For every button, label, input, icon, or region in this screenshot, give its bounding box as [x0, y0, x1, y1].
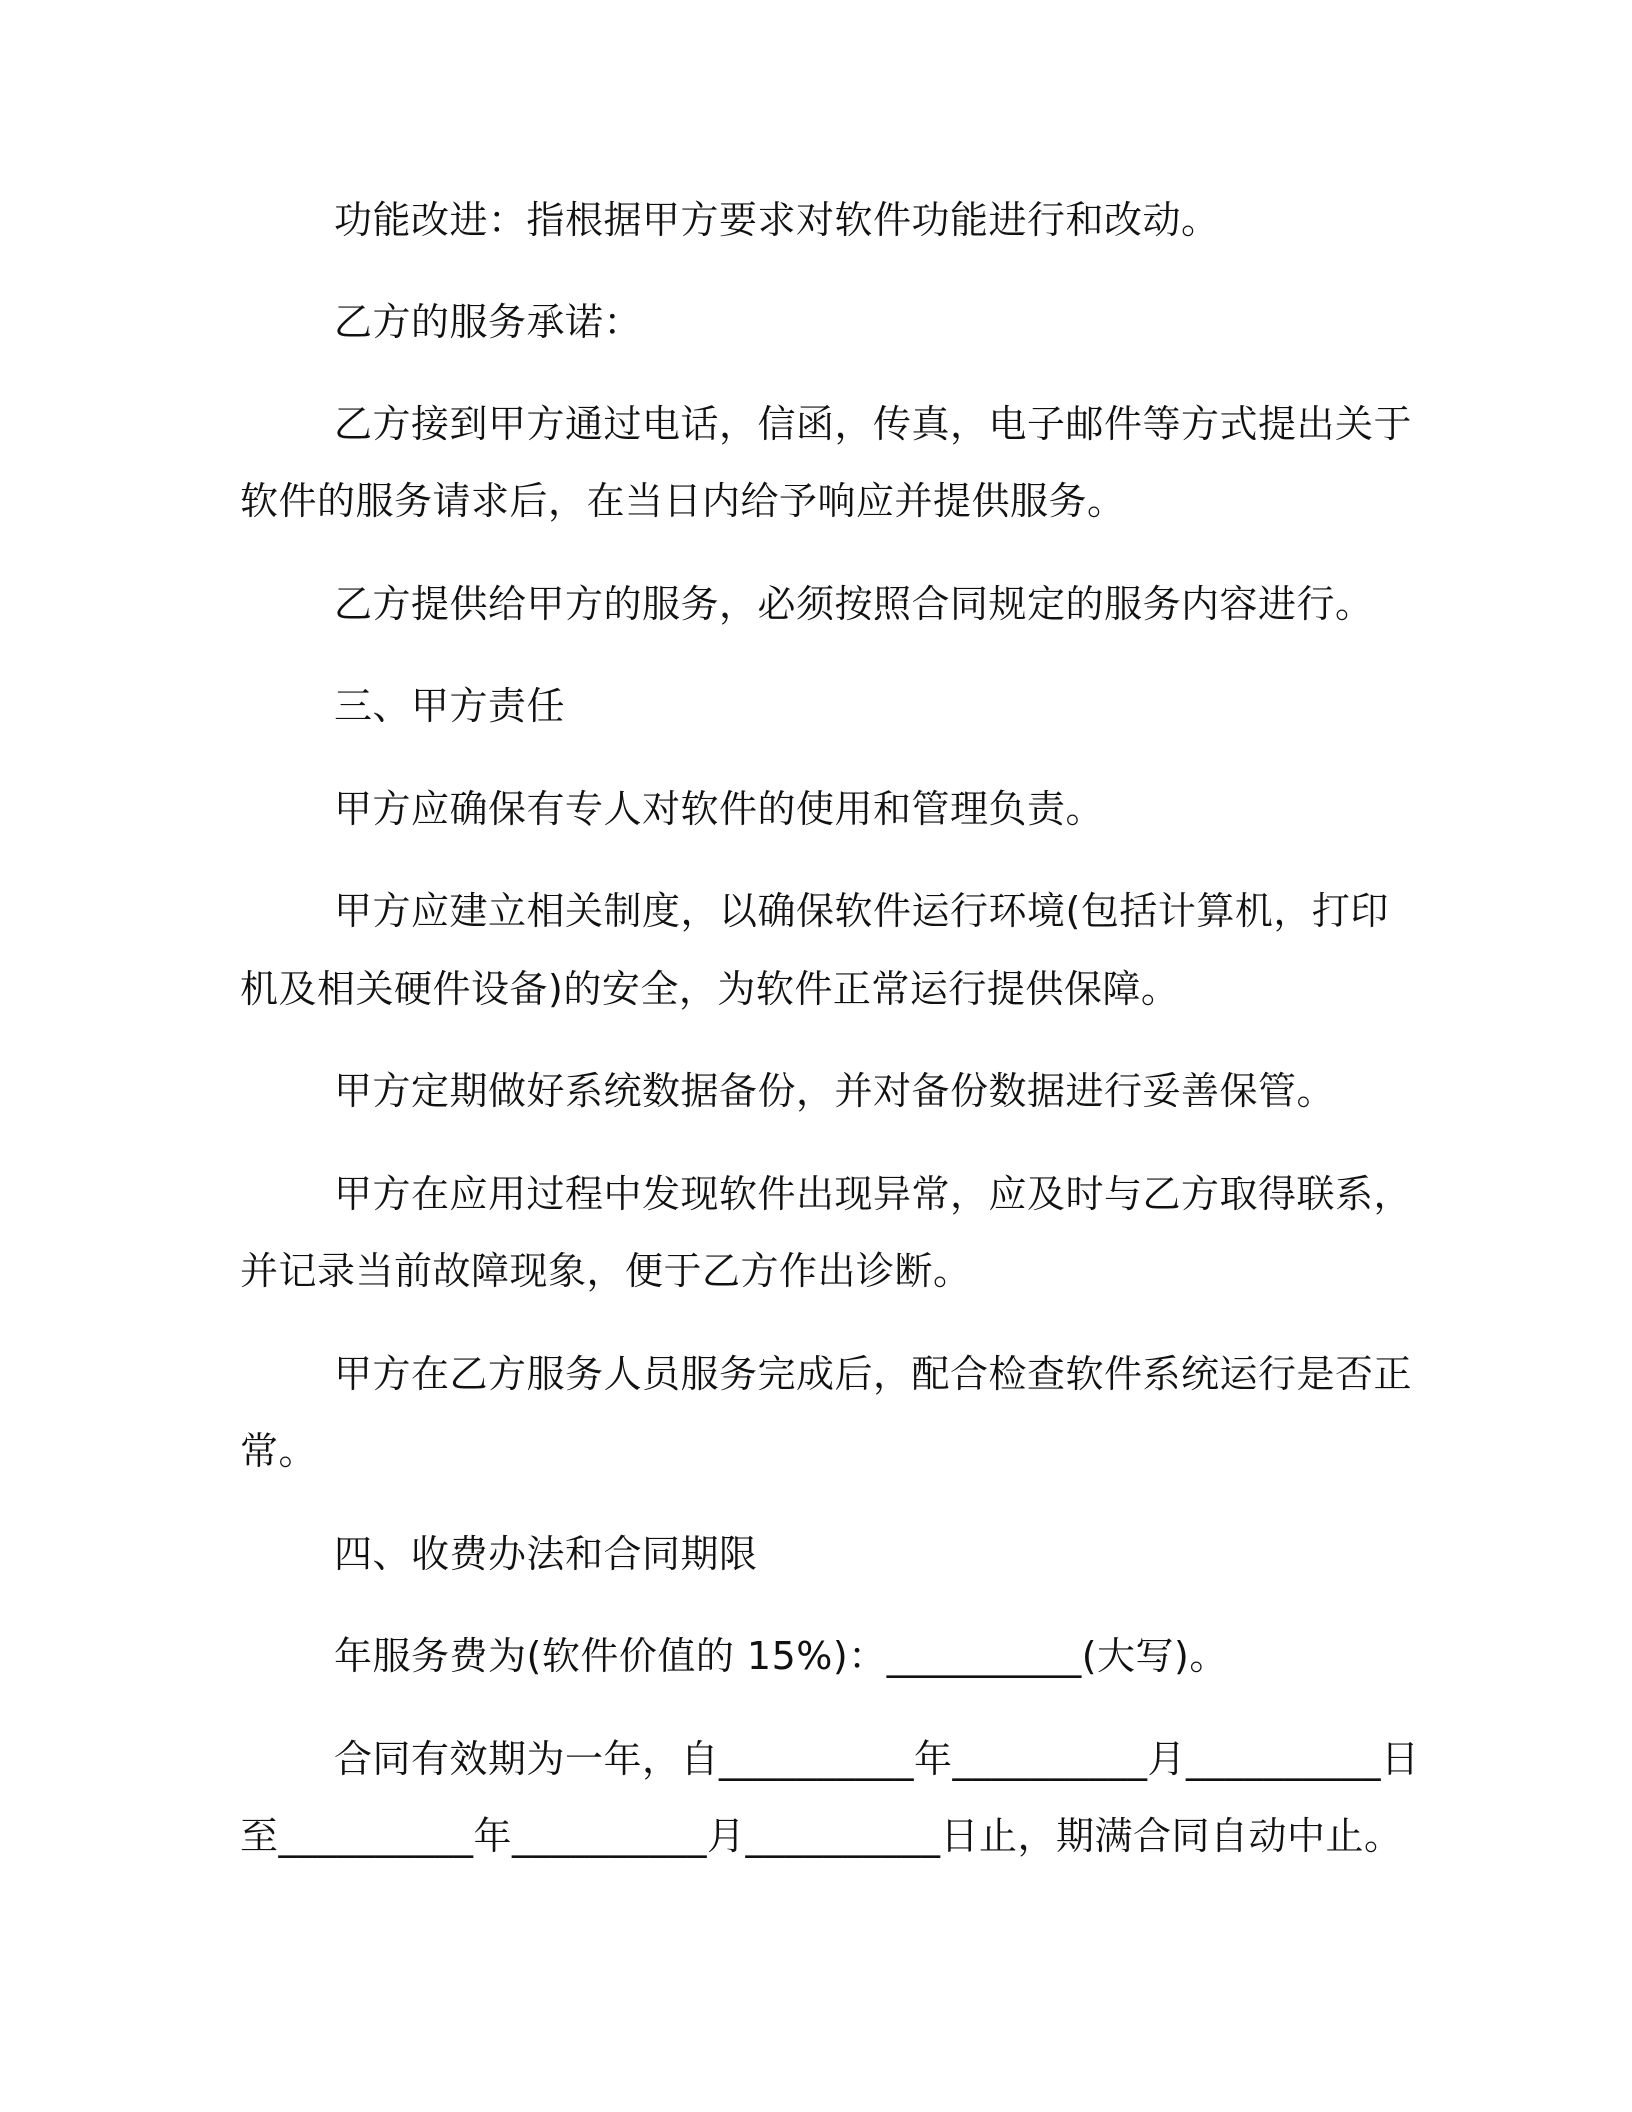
paragraph-line: 常。 [240, 1429, 318, 1473]
paragraph-line: 甲方在应用过程中发现软件出现异常，应及时与乙方取得联系， [334, 1172, 1413, 1216]
paragraph-line: 至__________年__________月__________日止，期满合同自动中止。 [240, 1814, 1403, 1858]
paragraph-line: 功能改进：指根据甲方要求对软件功能进行和改动。 [334, 198, 1220, 242]
paragraph-line: 软件的服务请求后，在当日内给予响应并提供服务。 [240, 479, 1126, 523]
paragraph-line: 甲方应建立相关制度，以确保软件运行环境(包括计算机，打印 [334, 889, 1389, 933]
section-heading: 三、甲方责任 [334, 684, 566, 728]
paragraph-line: 合同有效期为一年，自__________年__________月__________日 [334, 1737, 1420, 1781]
paragraph-line: 机及相关硬件设备)的安全，为软件正常运行提供保障。 [240, 967, 1180, 1011]
section-heading: 四、收费办法和合同期限 [334, 1532, 758, 1576]
paragraph-line: 乙方接到甲方通过电话，信函，传真，电子邮件等方式提出关于 [334, 402, 1413, 446]
paragraph-line: 并记录当前故障现象，便于乙方作出诊断。 [240, 1249, 972, 1293]
paragraph-line: 甲方应确保有专人对软件的使用和管理负责。 [334, 787, 1105, 831]
paragraph-line: 乙方提供给甲方的服务，必须按照合同规定的服务内容进行。 [334, 582, 1374, 626]
paragraph-line: 年服务费为(软件价值的 15%)：__________(大写)。 [334, 1634, 1228, 1678]
paragraph-line: 乙方的服务承诺： [334, 300, 643, 344]
paragraph-line: 甲方在乙方服务人员服务完成后，配合检查软件系统运行是否正 [334, 1352, 1413, 1396]
paragraph-line: 甲方定期做好系统数据备份，并对备份数据进行妥善保管。 [334, 1069, 1336, 1113]
